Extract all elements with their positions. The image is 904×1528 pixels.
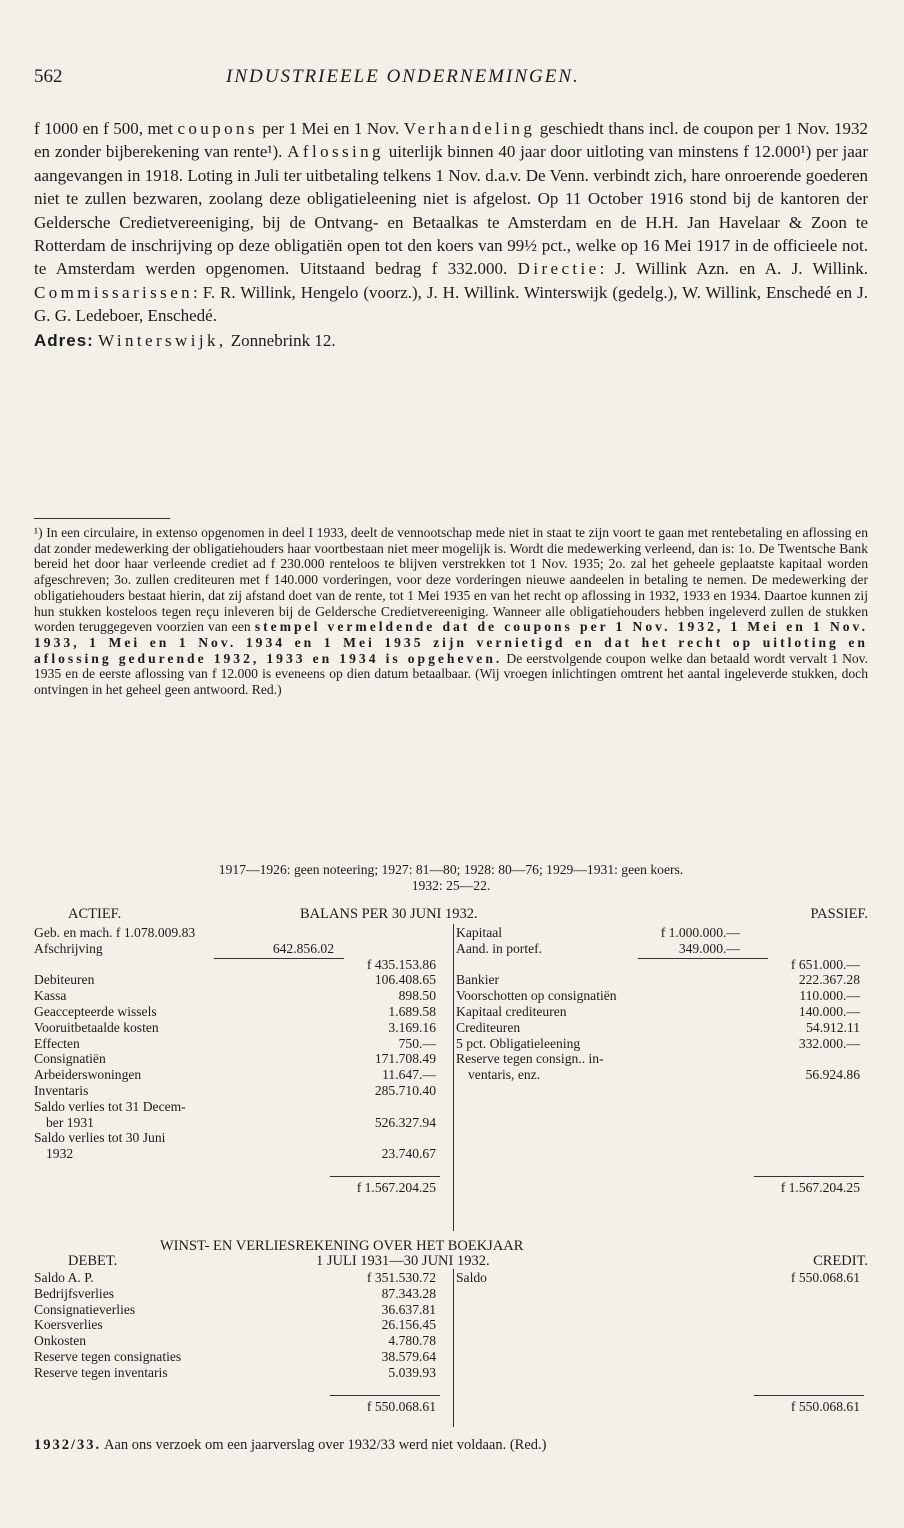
ledger-value: f 651.000.—: [790, 956, 860, 972]
body-run: Directie: [517, 259, 600, 279]
ledger-label: Effecten: [34, 1035, 80, 1051]
body-run: uiterlijk binnen 40 jaar door uitloting van minstens f 12.000¹) per jaar aangevangen in 1918. Loting in Juli ter uitbetaling telkens 1 Nov. d.a.v. De Venn. verbindt zich, hare onroerende goederen niet te zullen bezwaren, zoolang deze obligatieleening niet is afgelost. Op 11 October 1916 stond bij de kantoren der Geldersche Credietvereeniging, bij de Ontvang- en Betaalkas te Amsterdam en de H.H. Jan Havelaar & Zoon te Rotterdam de inschrijving op deze obligatiën open tot den koers van 99½ pct., welke op 16 Mei 1917 in de officieele not. te Amsterdam werden opgenomen. Uitstaand bedrag f 332.000.: [34, 142, 869, 279]
ledger-row: [456, 1036, 868, 1052]
ledger-label: Kassa: [34, 988, 67, 1004]
ledger-value: 106.408.65: [374, 972, 436, 988]
ledger-value: 36.637.81: [381, 1301, 436, 1317]
body-run: Aflossing: [287, 142, 384, 162]
ledger-value: 23.740.67: [381, 1146, 436, 1162]
pl-heading-center: 1 JULI 1931—30 JUNI 1932.: [316, 1253, 490, 1269]
ledger-label: Onkosten: [34, 1333, 87, 1349]
ledger-row: [456, 1270, 868, 1286]
ledger-row: [34, 1067, 444, 1083]
body-run: geschiedt thans incl. de coupon per 1 Nov. 1932 en zonder bijberekening van rente¹).: [34, 119, 869, 162]
ledger-row: [456, 1051, 868, 1067]
footnote-run: De eerstvolgende coupon welke dan betaald wordt vervalt 1 Nov. 1935 en de eerste aflossing van f 12.000 is eveneens op dien datum betaalbaar. (Wij vroegen inlichtingen omtrent het aantal ingeleverde stukken, doch ontvingen in het geheel geen antwoord. Red.): [34, 650, 868, 698]
ledger-row: [456, 957, 868, 973]
ledger-row: [456, 1349, 868, 1365]
ledger-label: Saldo verlies tot 30 Juni: [34, 1130, 166, 1146]
ledger-value: 110.000.—: [799, 988, 860, 1004]
footnote-rule: [34, 518, 170, 519]
ledger-subvalue: 349.000.—: [678, 940, 740, 956]
ledger-subvalue: f 1.000.000.—: [660, 925, 740, 940]
ledger-row: [456, 1333, 868, 1349]
ledger-row: [34, 1004, 444, 1020]
pl-heading-left: DEBET.: [68, 1253, 118, 1269]
total-rule: [754, 1395, 864, 1396]
ledger-row: [456, 1067, 868, 1083]
ledger-row: [456, 972, 868, 988]
ledger-row: [456, 1004, 868, 1020]
ledger-row: [34, 1317, 444, 1333]
ledger-value: 1.689.58: [388, 1003, 436, 1019]
ledger-label: Debiteuren: [34, 972, 95, 988]
ledger-value: 26.156.45: [381, 1317, 436, 1333]
ledger-label: Reserve tegen inventaris: [34, 1364, 168, 1380]
ledger-row: [34, 1115, 444, 1131]
ledger-label: Reserve tegen consignaties: [34, 1348, 182, 1364]
ledger-row: [456, 1099, 868, 1115]
ledger-label: Saldo: [456, 1270, 487, 1285]
ledger-value: 285.710.40: [374, 1082, 436, 1098]
ledger-row: [34, 1051, 444, 1067]
ledger-row: [34, 1146, 444, 1162]
footnote: [34, 525, 868, 698]
ledger-label: Consignatieverlies: [34, 1301, 136, 1317]
ledger-label: Vooruitbetaalde kosten: [34, 1019, 159, 1035]
ledger-label: ber 1931: [46, 1114, 94, 1130]
body-run: Verhandeling: [403, 119, 536, 138]
ledger-value: 5.039.93: [388, 1364, 436, 1380]
balance-divider: [453, 924, 454, 1231]
ledger-row: [456, 925, 868, 941]
ledger-row: [456, 941, 868, 957]
ledger-value: 222.367.28: [798, 972, 860, 988]
ledger-row: [34, 1286, 444, 1302]
quotations: [34, 862, 868, 894]
ledger-label: Crediteuren: [456, 1019, 521, 1035]
ledger-row: [34, 1270, 444, 1286]
pl-divider: [453, 1269, 454, 1427]
ledger-row: [34, 1083, 444, 1099]
ledger-total: f 1.567.204.25: [780, 1179, 860, 1195]
ledger-row: [34, 925, 444, 941]
ledger-label: Inventaris: [34, 1082, 89, 1098]
body-run: coupons: [177, 119, 258, 138]
ledger-label: Kapitaal: [456, 925, 503, 940]
ledger-value: 4.780.78: [388, 1333, 436, 1349]
ledger-row: [456, 1146, 868, 1162]
body-paragraph: [34, 117, 868, 328]
body-run: : F. R. Willink, Hengelo (voorz.), J. H. Willink. Winterswijk (gedelg.), W. Willink, Enschedé en J. G. G. Ledeboer, Enschedé.: [34, 282, 868, 326]
ledger-value: f 351.530.72: [366, 1270, 436, 1285]
ledger-row: [34, 1036, 444, 1052]
ledger-label: ventaris, enz.: [468, 1067, 541, 1083]
ledger-value: 526.327.94: [374, 1114, 436, 1130]
pl-heading-right: CREDIT.: [813, 1253, 868, 1269]
address-city: Winterswijk,: [98, 330, 227, 350]
page-number: 562: [34, 66, 63, 87]
ledger-label: Geaccepteerde wissels: [34, 1003, 157, 1019]
ledger-row: [34, 941, 444, 957]
ledger-row: [34, 1302, 444, 1318]
address-line: [34, 329, 868, 352]
closing-text: Aan ons verzoek om een jaarverslag over 1932/33 werd niet voldaan. (Red.): [101, 1437, 547, 1453]
ledger-label: 1932: [46, 1146, 74, 1162]
address-label: Adres:: [34, 330, 94, 350]
pl-heading-top: WINST- EN VERLIESREKENING OVER HET BOEKJAAR: [160, 1238, 524, 1254]
balance-right-column: [456, 925, 868, 1196]
ledger-subvalue: 642.856.02: [272, 940, 334, 956]
ledger-row: [34, 1333, 444, 1349]
ledger-row: [456, 1083, 868, 1099]
ledger-row: [456, 1130, 868, 1146]
ledger-row: [456, 988, 868, 1004]
body-run: Commissarissen: [34, 282, 194, 302]
total-rule: [754, 1176, 864, 1177]
ledger-label: Koersverlies: [34, 1317, 103, 1333]
ledger-label: Geb. en mach. f 1.078.009.83: [34, 925, 196, 940]
ledger-total: f 1.567.204.25: [356, 1179, 436, 1195]
ledger-label: Kapitaal crediteuren: [456, 1003, 567, 1019]
ledger-total: f 550.068.61: [790, 1398, 860, 1414]
ledger-label: Voorschotten op consignatiën: [456, 988, 617, 1004]
ledger-value: 171.708.49: [374, 1051, 436, 1067]
main-text: [34, 117, 868, 352]
ledger-label: Bankier: [456, 972, 500, 988]
ledger-row: [34, 972, 444, 988]
balance-heading-right: PASSIEF.: [810, 906, 868, 922]
balance-sheet: [34, 906, 868, 1231]
ledger-row: [34, 1020, 444, 1036]
ledger-label: Saldo verlies tot 31 Decem-: [34, 1098, 186, 1114]
ledger-value: 38.579.64: [381, 1348, 436, 1364]
subtotal-rule: [214, 958, 344, 959]
ledger-row: [34, 1349, 444, 1365]
closing-year: 1932/33.: [34, 1437, 102, 1453]
ledger-label: Saldo A. P.: [34, 1270, 94, 1285]
footnote-run: stempel vermeldende dat de coupons per 1 Nov. 1932, 1 Mei en 1 Nov. 1933, 1 Mei en 1 Nov. 1934 en 1 Mei 1935 zijn vernietigd en dat het recht op uitloting en aflossing gedurende 1932, 1933 en 1934 is opgeheven.: [34, 619, 868, 666]
balance-heading-left: ACTIEF.: [68, 906, 122, 922]
document-page: [34, 0, 868, 1528]
quotations-line-1: 1917—1926: geen noteering; 1927: 81—80; 1928: 80—76; 1929—1931: geen koers.: [218, 862, 684, 877]
ledger-row: [34, 988, 444, 1004]
ledger-value: 332.000.—: [798, 1035, 860, 1051]
ledger-row: [34, 957, 444, 973]
ledger-label: Aand. in portef.: [456, 940, 543, 956]
ledger-total: f 550.068.61: [366, 1398, 436, 1414]
ledger-value: 87.343.28: [381, 1285, 436, 1301]
ledger-label: Afschrijving: [34, 940, 103, 956]
ledger-value: 750.—: [398, 1035, 436, 1051]
total-rule: [330, 1176, 440, 1177]
page-header: [34, 66, 868, 92]
ledger-value: 54.912.11: [806, 1019, 860, 1035]
footnote-run: ¹) In een circulaire, in extenso opgenomen in deel I 1933, deelt de vennootschap mede niet in staat te zijn voort te gaan met rentebetaling en aflossing en dat zonder medewerking der obligatiehouders haar voortbestaan niet meer mogelijk is. Wordt die medewerking verleend, dan is: 1o. De Twentsche Bank bereid het door haar verleende crediet ad f 230.000 renteloos te blijven verstrekken tot 1 Nov. 1935; 2o. zal het geheele geplaatste kapitaal worden afgeschreven; 3o. zullen crediteuren met f 140.000 vorderingen, voor deze vorderingen nieuwe aandeelen in betaling te nemen. De medewerking der obligatiehouders bestaat hierin, dat zij afstand doet van de rente, tot 1 Mei 1935 en van het recht op aflossing in 1932, 1933 en 1934. Daartoe kunnen zij hun stukken kosteloos tegen reçu inleveren bij de Geldersche Credietvereeniging. Wanneer alle obligatiehouders hebben ingeleverd zullen de stukken worden teruggegeven voorzien van een: [34, 525, 868, 635]
quotations-line-2: 1932: 25—22.: [411, 878, 491, 893]
ledger-label: Consignatiën: [34, 1051, 106, 1067]
ledger-label: Arbeiderswoningen: [34, 1067, 142, 1083]
profit-loss-account: [34, 1238, 868, 1428]
body-run: f 1000 en f 500, met: [34, 119, 178, 138]
ledger-row: [456, 1020, 868, 1036]
ledger-row: [456, 1115, 868, 1131]
body-run: per 1 Mei en 1 Nov.: [257, 119, 404, 138]
ledger-value: 3.169.16: [388, 1019, 436, 1035]
ledger-row: [34, 1365, 444, 1381]
ledger-row: [456, 1302, 868, 1318]
subtotal-rule: [638, 958, 768, 959]
address-street: Zonnebrink 12.: [226, 330, 336, 350]
ledger-row: [456, 1365, 868, 1381]
closing-note: [34, 1436, 868, 1454]
balance-left-column: [34, 925, 444, 1196]
ledger-label: Bedrijfsverlies: [34, 1285, 115, 1301]
footnote-paragraph: [34, 525, 868, 698]
ledger-row: [34, 1099, 444, 1115]
total-rule: [330, 1395, 440, 1396]
ledger-label: Reserve tegen consign.. in-: [456, 1051, 604, 1067]
ledger-value: f 550.068.61: [790, 1270, 860, 1285]
ledger-row: [456, 1317, 868, 1333]
ledger-row: [456, 1286, 868, 1302]
ledger-label: 5 pct. Obligatieleening: [456, 1035, 581, 1051]
ledger-value: 140.000.—: [798, 1003, 860, 1019]
ledger-value: f 435.153.86: [366, 956, 436, 972]
balance-heading-center: BALANS PER 30 JUNI 1932.: [300, 906, 478, 922]
ledger-value: 898.50: [398, 988, 436, 1004]
pl-right-column: [456, 1270, 868, 1414]
ledger-value: 56.924.86: [805, 1067, 860, 1083]
running-title: INDUSTRIEELE ONDERNEMINGEN.: [226, 66, 580, 87]
ledger-row: [34, 1130, 444, 1146]
body-run: : J. Willink Azn. en A. J. Willink.: [599, 259, 868, 279]
ledger-value: 11.647.—: [382, 1067, 436, 1083]
pl-left-column: [34, 1270, 444, 1414]
